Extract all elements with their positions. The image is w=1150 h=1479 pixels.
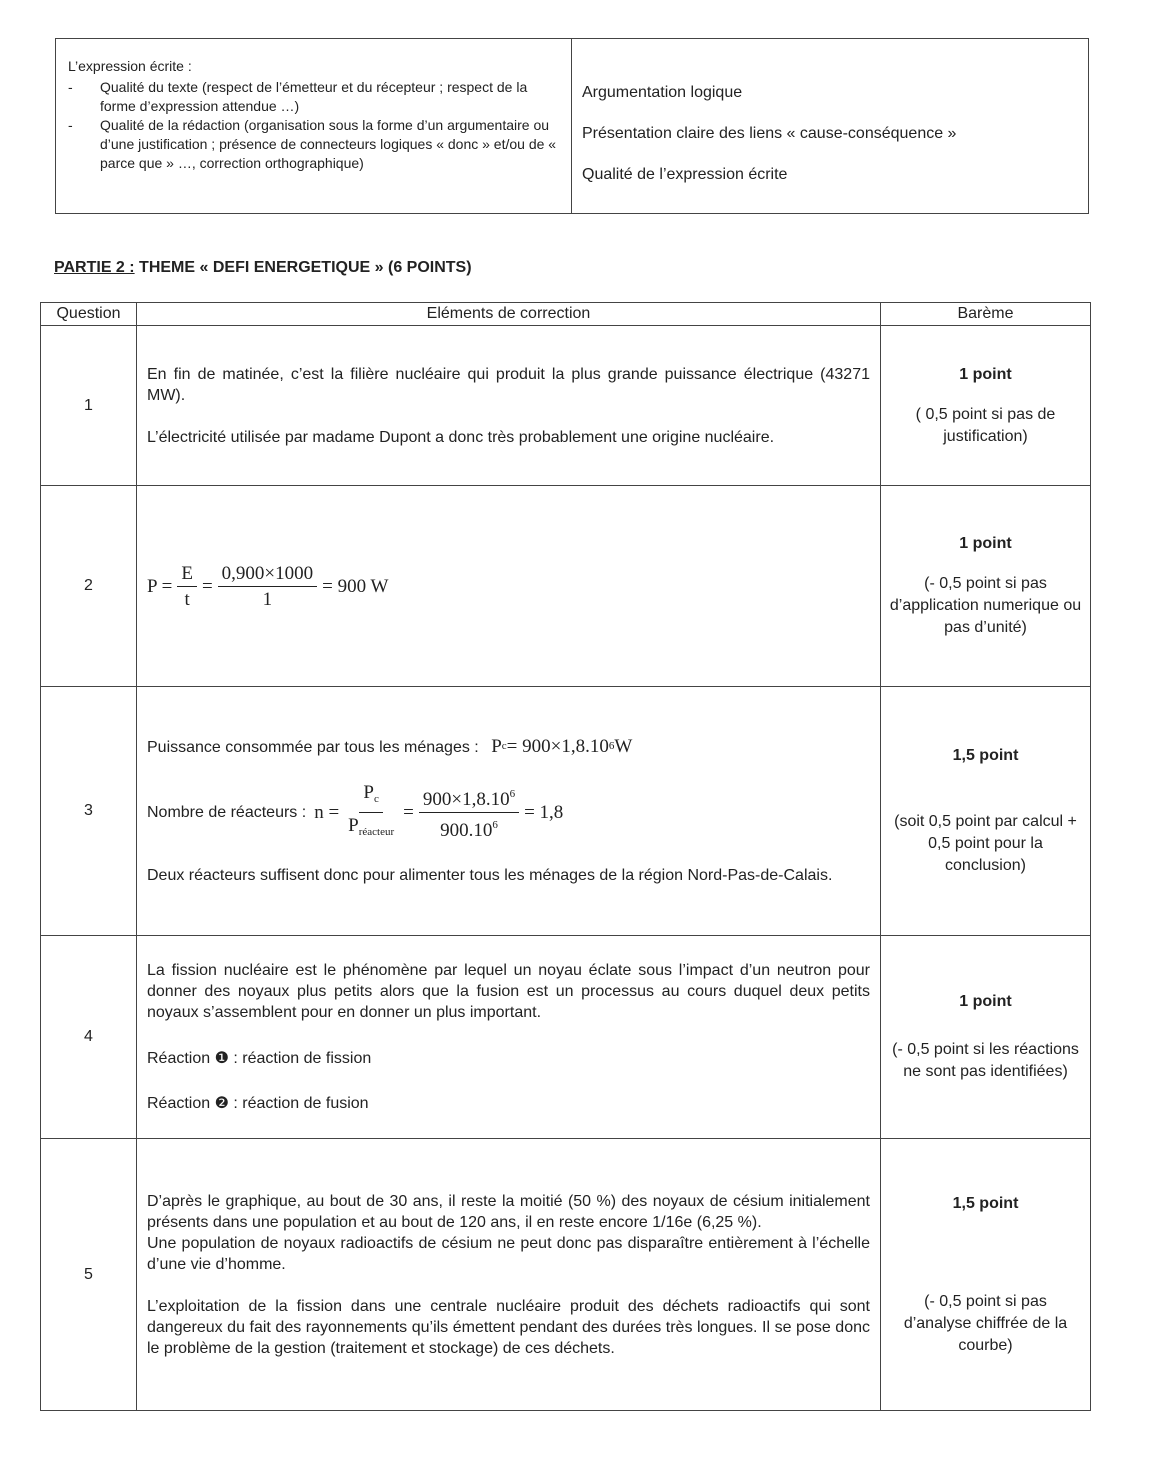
points-note: ( 0,5 point si pas de justification) [915,405,1056,445]
reaction-fission: Réaction ❶ : réaction de fission [147,1050,372,1067]
criteria-title: L’expression écrite : [68,58,192,74]
fraction: $\frac{900\times 1,8.10^6}{900.10^6}$ [419,784,519,841]
formula-power: P = $\frac{E}{t}$ = $\frac{0,900\times 1000}{1}$ = 900 W [147,562,389,610]
fraction: $\frac{P_c}{P_{réacteur}}$ [348,782,395,838]
correction-cell [137,486,881,687]
bareme-cell [881,486,1091,687]
criteria-item-text: Qualité du texte (respect de l’émetteur et du récepteur ; respect de la forme d’expression attendue …) [100,79,528,114]
paragraph: Deux réacteurs suffisent donc pour alimenter tous les ménages de la région Nord-Pas-de-Calais. [147,867,833,884]
points: 1 point [959,993,1012,1010]
table-row [41,326,1091,486]
fraction: $\frac{0,900\times 1000}{1}$ [218,563,317,610]
points-note: (- 0,5 point si pas d’application numerique ou pas d’unité) [889,575,1082,636]
table-row [41,936,1091,1139]
paragraph: D’après le graphique, au bout de 30 ans, il reste la moitié (50 %) des noyaux de césium initialement présents dans une population et au bout de 120 ans, il en reste encore 1/16e (6,25 %). [147,1192,870,1231]
paragraph: La fission nucléaire est le phénomène par lequel un noyau éclate sous l’impact d’un neutron pour donner des noyaux plus petits alors que la fusion est un processus au cours duquel deux petits noyaux s’assemblent pour en donner un plus important. [147,962,870,1021]
table-row [41,687,1091,936]
points: 1,5 point [952,747,1019,764]
criteria-left [56,39,572,213]
correction-cell [137,936,881,1139]
criteria-item: - Qualité de la rédaction (organisation sous la forme d’un argumentaire ou d’une justification ; présence de connecteurs logiques « donc » et/ou de « parce que » …, correction orthographique) [68,116,559,173]
points-note: (- 0,5 point si pas d’analyse chiffrée de la courbe) [903,1292,1068,1354]
header-elements: Eléments de correction [137,303,881,326]
paragraph: L’exploitation de la fission dans une centrale nucléaire produit des déchets radioactifs qui sont dangereux du fait des rayonnements qu’ils émettent pendant des durées très longues. Il se pose donc le problème de la gestion (traitement et stockage) de ces déchets. [147,1297,870,1357]
table-row [41,1139,1091,1411]
formula-reactors: n = $\frac{P_c}{P_{réacteur}}$ = $\frac{900\times 1,8.10^6}{900.10^6}$ = 1,8 [314,782,564,841]
section-label: PARTIE 2 : [54,259,135,276]
reactors-line: Nombre de réacteurs : n = $\frac{P_c}{P_{réacteur}}$ = $\frac{900\times 1,8.10^6}{900.10^6}$ = 1,8 [147,782,564,841]
question-number: 2 [41,486,137,687]
criteria-point: Qualité de l’expression écrite [582,166,788,183]
criteria-point: Présentation claire des liens « cause-conséquence » [582,125,957,142]
bareme-cell [881,687,1091,936]
reaction-fusion: Réaction ❷ : réaction de fusion [147,1095,369,1112]
correction-cell [137,1139,881,1411]
correction-table [40,302,1091,1411]
fraction: $\frac{E}{t}$ [177,563,197,610]
criteria-item: - Qualité du texte (respect de l’émetteur et du récepteur ; respect de la forme d’expression attendue …) [68,78,559,116]
criteria-point: Argumentation logique [582,84,743,101]
question-number: 1 [41,326,137,486]
criteria-item-text: Qualité de la rédaction (organisation sous la forme d’un argumentaire ou d’une justification ; présence de connecteurs logiques « donc » et/ou de « parce que » …, correction orthographique) [100,117,557,171]
points-note: (- 0,5 point si les réactions ne sont pas identifiées) [892,1041,1079,1080]
bareme-cell [881,936,1091,1139]
table-row [41,486,1091,687]
bareme-cell [881,326,1091,486]
points: 1 point [959,535,1012,552]
criteria-right [572,39,1088,213]
question-number: 4 [41,936,137,1139]
criteria-box [55,38,1089,214]
section-title: THEME « DEFI ENERGETIQUE » (6 POINTS) [134,259,472,276]
consumption-line: Puissance consommée par tous les ménages : P c = 900×1,8.10 6 W [147,736,633,757]
correction-cell [137,326,881,486]
paragraph: En fin de matinée, c’est la filière nucléaire qui produit la plus grande puissance électrique (43271 MW). [147,365,870,404]
points: 1,5 point [952,1194,1019,1212]
formula-consumption: P c = 900×1,8.10 6 W [491,736,633,757]
section-heading [54,259,472,277]
question-number: 5 [41,1139,137,1411]
points-note: (soit 0,5 point par calcul + 0,5 point pour la conclusion) [894,813,1077,874]
paragraph: L’électricité utilisée par madame Dupont a donc très probablement une origine nucléaire. [147,428,775,446]
header-bareme: Barème [881,303,1091,326]
paragraph: Une population de noyaux radioactifs de césium ne peut donc pas disparaître entièrement à l’échelle d’une vie d’homme. [147,1234,870,1273]
points: 1 point [959,365,1012,383]
question-number: 3 [41,687,137,936]
correction-cell [137,687,881,936]
bareme-cell [881,1139,1091,1411]
header-question: Question [41,303,137,326]
table-header-row [41,303,1091,326]
